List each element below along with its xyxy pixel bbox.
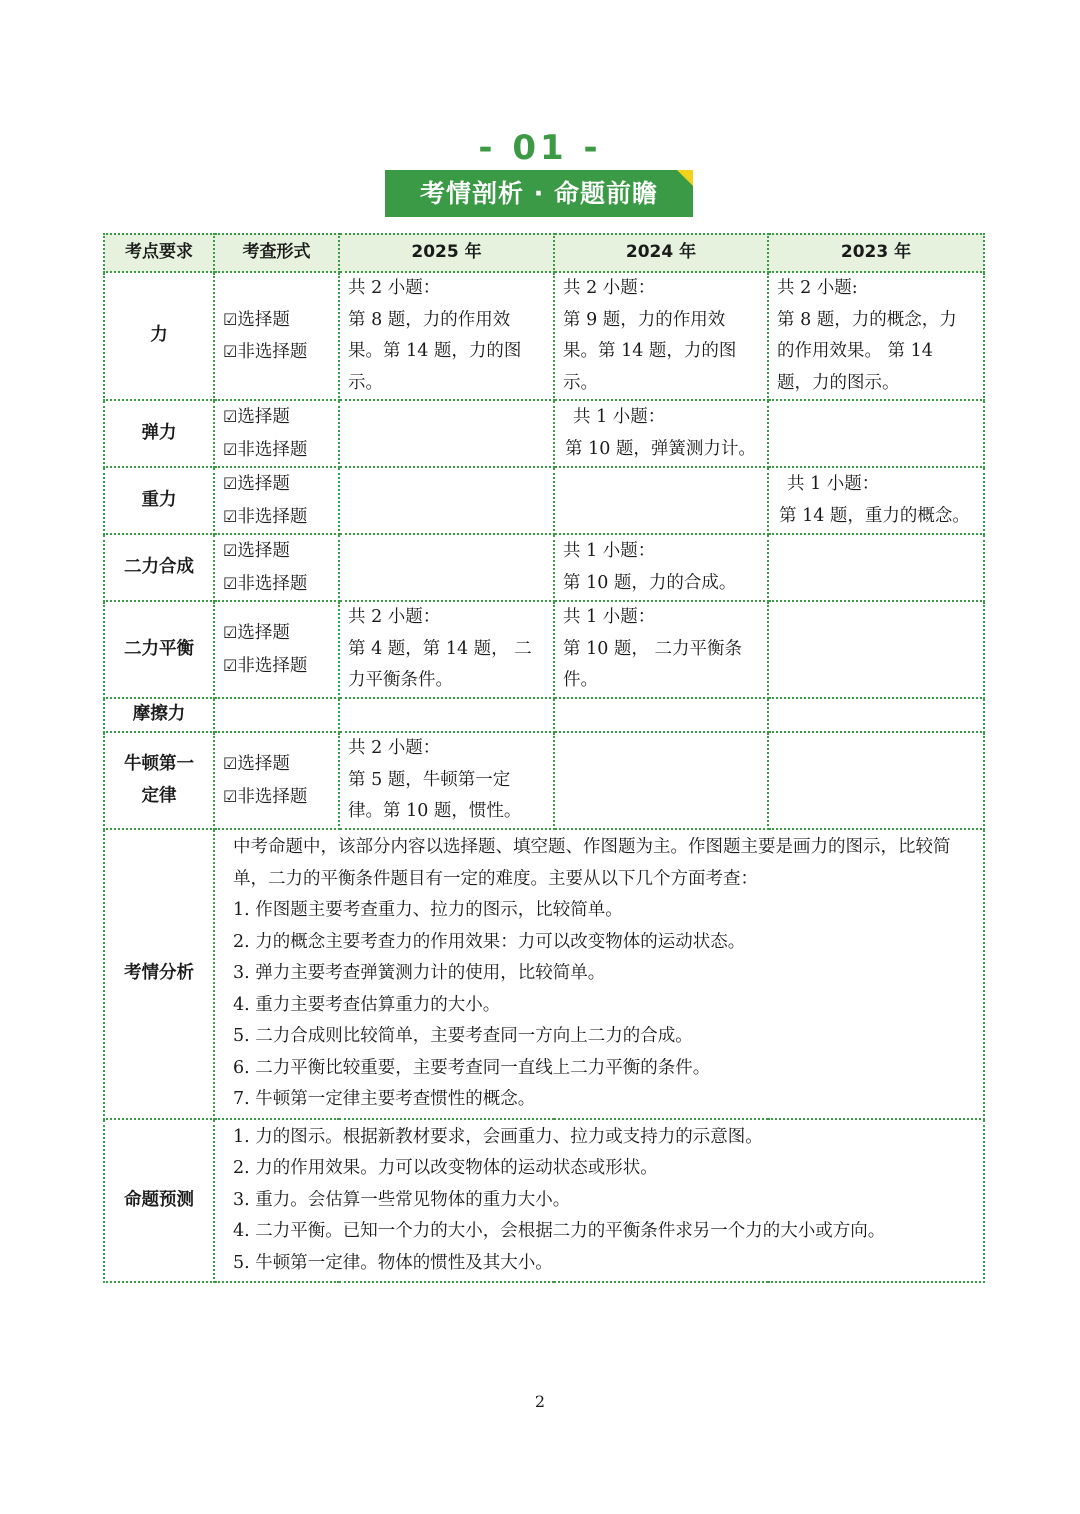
analysis-item: 5. 二力合成则比较简单，主要考查同一方向上二力的合成。 bbox=[233, 1026, 693, 1046]
cell-line: 第 8 题，力的作用效 bbox=[348, 309, 511, 330]
checkbox-icon: ☑ bbox=[223, 506, 238, 526]
year-2024-cell bbox=[554, 698, 768, 732]
checkbox-icon: ☑ bbox=[223, 754, 238, 773]
prediction-item: 5. 牛顿第一定律。物体的惯性及其大小。 bbox=[233, 1252, 553, 1273]
cell-line: 共 1 小题： bbox=[787, 474, 880, 494]
analysis-label: 考情分析 bbox=[104, 829, 214, 1119]
cell-line: 示。 bbox=[348, 372, 383, 393]
cell-line: 共 1 小题： bbox=[573, 407, 666, 427]
year-2025-cell bbox=[339, 698, 554, 732]
cell-line: 第 8 题，力的概念，力 bbox=[777, 309, 957, 330]
cell-line: 第 5 题，牛顿第一定 bbox=[348, 769, 511, 790]
cell-line: 共 2 小题： bbox=[563, 278, 656, 298]
cell-line: 力平衡条件。 bbox=[348, 670, 453, 691]
table-row bbox=[104, 400, 984, 467]
banner-title: 考情剖析 · 命题前瞻 bbox=[420, 179, 658, 208]
checkbox-icon: ☑ bbox=[223, 407, 238, 426]
cell-line: 第 10 题， 二力平衡条 bbox=[563, 638, 742, 659]
year-2024-cell bbox=[554, 732, 768, 829]
analysis-item: 7. 牛顿第一定律主要考查惯性的概念。 bbox=[233, 1089, 536, 1109]
exam-form-cell bbox=[214, 467, 339, 534]
table-row bbox=[104, 272, 984, 400]
table-row bbox=[104, 467, 984, 534]
column-header-2024: 2024 年 bbox=[554, 234, 768, 272]
prediction-item: 2. 力的作用效果。力可以改变物体的运动状态或形状。 bbox=[233, 1158, 658, 1178]
year-2023-cell bbox=[768, 732, 984, 829]
option-choice: 选择题 bbox=[237, 541, 290, 561]
analysis-intro: 中考命题中，该部分内容以选择题、填空题、作图题为主。作图题主要是画力的图示，比较简单，二力的平衡条件题目有一定的难度。主要从以下几个方面考查： bbox=[233, 837, 951, 889]
checkbox-icon: ☑ bbox=[223, 623, 238, 642]
year-2023-cell bbox=[768, 601, 984, 698]
option-choice: 选择题 bbox=[237, 474, 290, 494]
analysis-item: 2. 力的概念主要考查力的作用效果：力可以改变物体的运动状态。 bbox=[233, 931, 746, 952]
table-row bbox=[104, 732, 984, 829]
prediction-label: 命题预测 bbox=[104, 1119, 214, 1283]
topic-cell: 摩擦力 bbox=[104, 698, 214, 732]
topic-cell: 弹力 bbox=[104, 400, 214, 467]
analysis-item: 4. 重力主要考查估算重力的大小。 bbox=[233, 994, 501, 1015]
cell-line: 件。 bbox=[563, 670, 598, 691]
column-header-2025: 2025 年 bbox=[339, 234, 554, 272]
cell-line: 律。第 10 题，惯性。 bbox=[348, 801, 522, 822]
exam-form-cell bbox=[214, 400, 339, 467]
cell-line: 共 1 小题： bbox=[563, 607, 656, 628]
column-header-topic: 考点要求 bbox=[104, 234, 214, 272]
cell-line: 共 2 小题: bbox=[777, 278, 858, 298]
year-2024-cell bbox=[554, 400, 768, 467]
checkbox-icon: ☑ bbox=[223, 573, 238, 593]
cell-line: 第 10 题，弹簧测力计。 bbox=[565, 438, 756, 459]
section-banner bbox=[385, 170, 693, 217]
section-number: - 01 - bbox=[478, 128, 602, 168]
exam-form-cell bbox=[214, 698, 339, 732]
table-row bbox=[104, 534, 984, 601]
cell-line: 共 2 小题： bbox=[348, 738, 441, 759]
column-header-2023: 2023 年 bbox=[768, 234, 984, 272]
year-2025-cell bbox=[339, 732, 554, 829]
cell-line: 果。第 14 题，力的图 bbox=[348, 341, 522, 361]
option-nonchoice: 非选择题 bbox=[237, 506, 308, 527]
page-number: 2 bbox=[534, 1392, 546, 1411]
analysis-item: 3. 弹力主要考查弹簧测力计的使用，比较简单。 bbox=[233, 963, 606, 983]
analysis-content bbox=[214, 829, 984, 1119]
year-2023-cell bbox=[768, 467, 984, 534]
year-2025-cell bbox=[339, 272, 554, 400]
analysis-item: 6. 二力平衡比较重要，主要考查同一直线上二力平衡的条件。 bbox=[233, 1057, 711, 1078]
option-choice: 选择题 bbox=[237, 309, 290, 330]
option-choice: 选择题 bbox=[237, 623, 290, 643]
cell-line: 示。 bbox=[563, 372, 598, 393]
topic-cell: 二力合成 bbox=[104, 534, 214, 601]
exam-form-cell bbox=[214, 272, 339, 400]
year-2023-cell bbox=[768, 272, 984, 400]
exam-analysis-table bbox=[103, 233, 985, 1283]
cell-line: 共 2 小题： bbox=[348, 278, 441, 298]
option-nonchoice: 非选择题 bbox=[237, 655, 308, 676]
option-nonchoice: 非选择题 bbox=[237, 342, 308, 362]
cell-line: 共 1 小题： bbox=[563, 541, 656, 561]
cell-line: 果。第 14 题，力的图 bbox=[563, 341, 737, 361]
cell-line: 题，力的图示。 bbox=[777, 372, 900, 393]
checkbox-icon: ☑ bbox=[223, 342, 238, 361]
analysis-row bbox=[104, 829, 984, 1119]
analysis-item: 1. 作图题主要考查重力、拉力的图示，比较简单。 bbox=[233, 900, 623, 920]
checkbox-icon: ☑ bbox=[223, 439, 238, 459]
year-2024-cell bbox=[554, 272, 768, 400]
year-2025-cell bbox=[339, 467, 554, 534]
option-nonchoice: 非选择题 bbox=[237, 786, 308, 807]
exam-form-cell bbox=[214, 534, 339, 601]
exam-form-cell bbox=[214, 601, 339, 698]
cell-line: 第 4 题，第 14 题， 二 bbox=[348, 638, 532, 659]
prediction-content bbox=[214, 1119, 984, 1283]
topic-line: 牛顿第一 bbox=[124, 754, 194, 774]
checkbox-icon: ☑ bbox=[223, 309, 238, 329]
topic-line: 定律 bbox=[141, 785, 177, 806]
topic-cell: 力 bbox=[104, 272, 214, 400]
cell-line: 的作用效果。 第 14 bbox=[777, 341, 933, 361]
table-row bbox=[104, 601, 984, 698]
table-row bbox=[104, 698, 984, 732]
topic-cell: 重力 bbox=[104, 467, 214, 534]
year-2025-cell bbox=[339, 534, 554, 601]
prediction-item: 1. 力的图示。根据新教材要求，会画重力、拉力或支持力的示意图。 bbox=[233, 1126, 763, 1147]
prediction-item: 4. 二力平衡。已知一个力的大小，会根据二力的平衡条件求另一个力的大小或方向。 bbox=[233, 1221, 886, 1241]
prediction-item: 3. 重力。会估算一些常见物体的重力大小。 bbox=[233, 1189, 571, 1210]
year-2023-cell bbox=[768, 534, 984, 601]
year-2024-cell bbox=[554, 467, 768, 534]
cell-line: 共 2 小题： bbox=[348, 607, 441, 628]
cell-line: 第 9 题，力的作用效 bbox=[563, 309, 726, 330]
year-2023-cell bbox=[768, 400, 984, 467]
topic-cell: 二力平衡 bbox=[104, 601, 214, 698]
year-2024-cell bbox=[554, 534, 768, 601]
column-header-form: 考查形式 bbox=[214, 234, 339, 272]
prediction-row bbox=[104, 1119, 984, 1283]
option-choice: 选择题 bbox=[237, 407, 290, 427]
cell-line: 第 14 题，重力的概念。 bbox=[779, 505, 970, 526]
checkbox-icon: ☑ bbox=[223, 655, 238, 675]
option-nonchoice: 非选择题 bbox=[237, 439, 308, 460]
table-header-row bbox=[104, 234, 984, 272]
option-choice: 选择题 bbox=[237, 754, 290, 774]
cell-line: 第 10 题，力的合成。 bbox=[563, 572, 737, 593]
checkbox-icon: ☑ bbox=[223, 786, 238, 806]
checkbox-icon: ☑ bbox=[223, 541, 238, 560]
year-2025-cell bbox=[339, 601, 554, 698]
year-2024-cell bbox=[554, 601, 768, 698]
topic-cell bbox=[104, 732, 214, 829]
year-2025-cell bbox=[339, 400, 554, 467]
exam-form-cell bbox=[214, 732, 339, 829]
year-2023-cell bbox=[768, 698, 984, 732]
checkbox-icon: ☑ bbox=[223, 474, 238, 493]
option-nonchoice: 非选择题 bbox=[237, 573, 308, 594]
